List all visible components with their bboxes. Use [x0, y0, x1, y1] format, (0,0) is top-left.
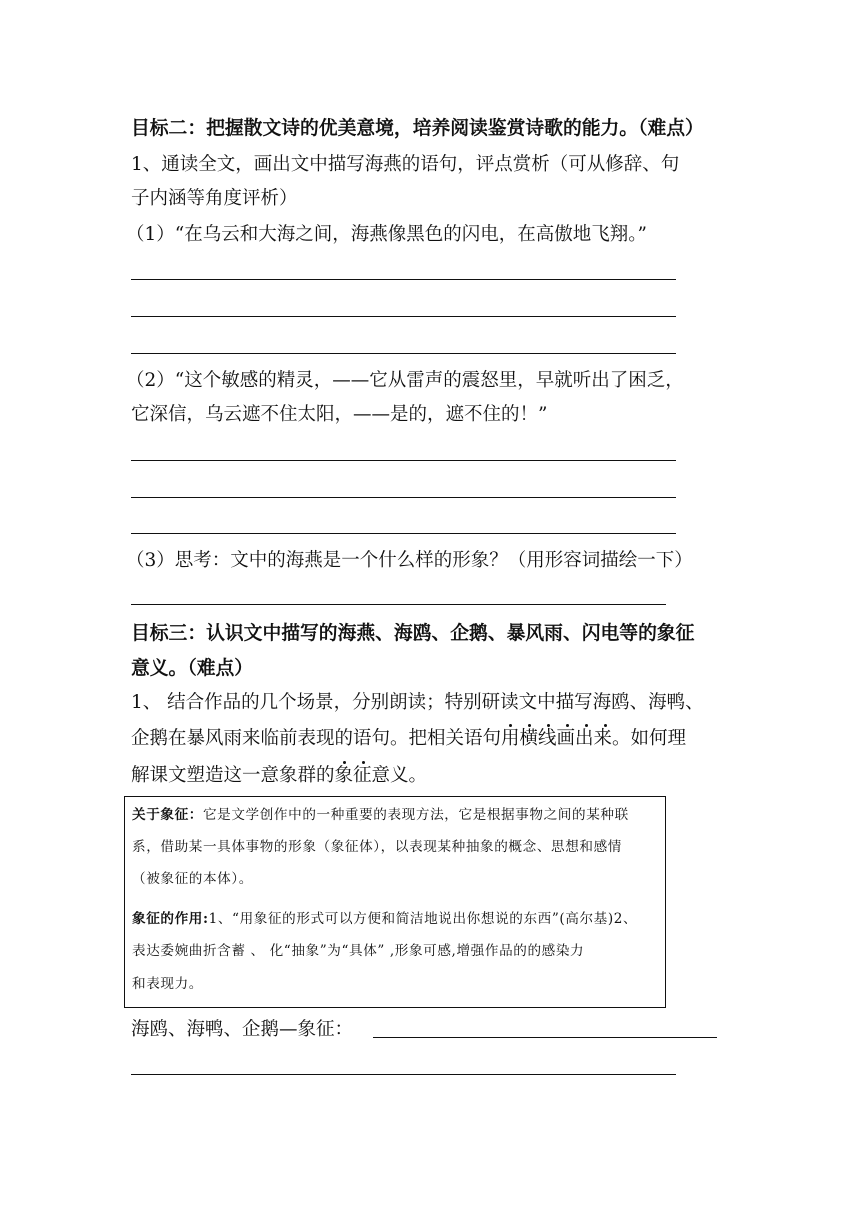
- emphasis-dot: [509, 724, 512, 727]
- emphasis-dotted-text: [501, 728, 612, 749]
- goal3-question1-line3-start: 解课文塑造这一意象群的: [131, 765, 335, 786]
- goal3-question1-line1: 1、 结合作品的几个场景，分别朗读；特别研读文中描写海鸥、海鸭、: [131, 692, 704, 713]
- emphasis-dot: [528, 724, 531, 727]
- goal3-question1-line2-start: 企鹅在暴风雨来临前表现的语句。把相关语句: [131, 728, 502, 749]
- emphasis-dot: [604, 724, 607, 727]
- goal2-question1-line2: 子内涵等角度评析）: [131, 188, 298, 209]
- note-definition-line2: 系，借助某一具体事物的形象（象征体），以表现某种抽象的概念、思想和感情: [132, 839, 622, 855]
- emphasis-text: 用横线画出来: [501, 728, 613, 749]
- goal3-question1-line2-end: 。如何理: [612, 728, 687, 749]
- note-function-text: 1、“用象征的形式可以方便和简洁地说出你想说的东西”(高尔基)2、: [208, 911, 638, 927]
- emphasis-dotted-text: [335, 765, 372, 786]
- answer-fill-line[interactable]: [373, 1037, 717, 1038]
- note-definition-line3: （被象征的本体）。: [132, 871, 253, 887]
- note-function-line1: [132, 909, 637, 929]
- goal2-item1: （1）“在乌云和大海之间，海燕像黑色的闪电，在高傲地飞翔。”: [126, 224, 647, 245]
- answer-line[interactable]: [131, 353, 676, 354]
- answer-line[interactable]: [131, 1074, 676, 1075]
- emphasis-dot: [585, 724, 588, 727]
- answer-line[interactable]: [131, 497, 676, 498]
- emphasis-dot: [566, 724, 569, 727]
- answer-line[interactable]: [131, 316, 676, 317]
- goal2-item2-line2: 它深信，乌云遮不住太阳，——是的，遮不住的！”: [131, 404, 548, 425]
- goal3-title-line1: 目标三：认识文中描写的海燕、海鸥、企鹅、暴风雨、闪电等的象征: [131, 622, 695, 644]
- goal2-title: 目标二：把握散文诗的优美意境，培养阅读鉴赏诗歌的能力。（难点）: [131, 117, 704, 139]
- note-function-line2: 表达委婉曲折含蓄 、 化“抽象”为“具体” ,形象可感,增强作品的的感染力: [132, 943, 585, 959]
- goal3-question1-line3-end: 意义。: [371, 765, 428, 786]
- note-definition-label: 关于象征：: [132, 807, 203, 823]
- goal2-item2-line1: （2）“这个敏感的精灵，——它从雷声的震怒里，早就听出了困乏，: [126, 370, 684, 391]
- goal2-item3: （3）思考：文中的海燕是一个什么样的形象？（用形容词描绘一下）: [126, 550, 693, 571]
- note-definition-text: 它是文学创作中的一种重要的表现方法，它是根据事物之间的某种联: [202, 807, 629, 823]
- note-function-line3: 和表现力。: [132, 976, 203, 992]
- emphasis-text: 象征: [334, 765, 372, 786]
- emphasis-dot: [362, 761, 365, 764]
- answer-line[interactable]: [131, 460, 676, 461]
- symbolism-note-box: [124, 796, 666, 1008]
- goal3-title-line2: 意义。（难点）: [131, 657, 254, 679]
- answer-line[interactable]: [131, 533, 676, 534]
- answer-label: 海鸥、海鸭、企鹅—象征：: [131, 1019, 354, 1040]
- emphasis-dot: [547, 724, 550, 727]
- answer-line[interactable]: [131, 604, 666, 605]
- answer-line[interactable]: [131, 279, 676, 280]
- goal3-question1-line2: [131, 726, 686, 752]
- goal3-question1-line3: [131, 763, 427, 789]
- note-function-label: 象征的作用:: [132, 911, 209, 927]
- goal2-question1-line1: 1、通读全文，画出文中描写海燕的语句，评点赏析（可从修辞、句: [131, 154, 680, 175]
- note-definition-line1: [132, 805, 629, 825]
- emphasis-dot: [343, 761, 346, 764]
